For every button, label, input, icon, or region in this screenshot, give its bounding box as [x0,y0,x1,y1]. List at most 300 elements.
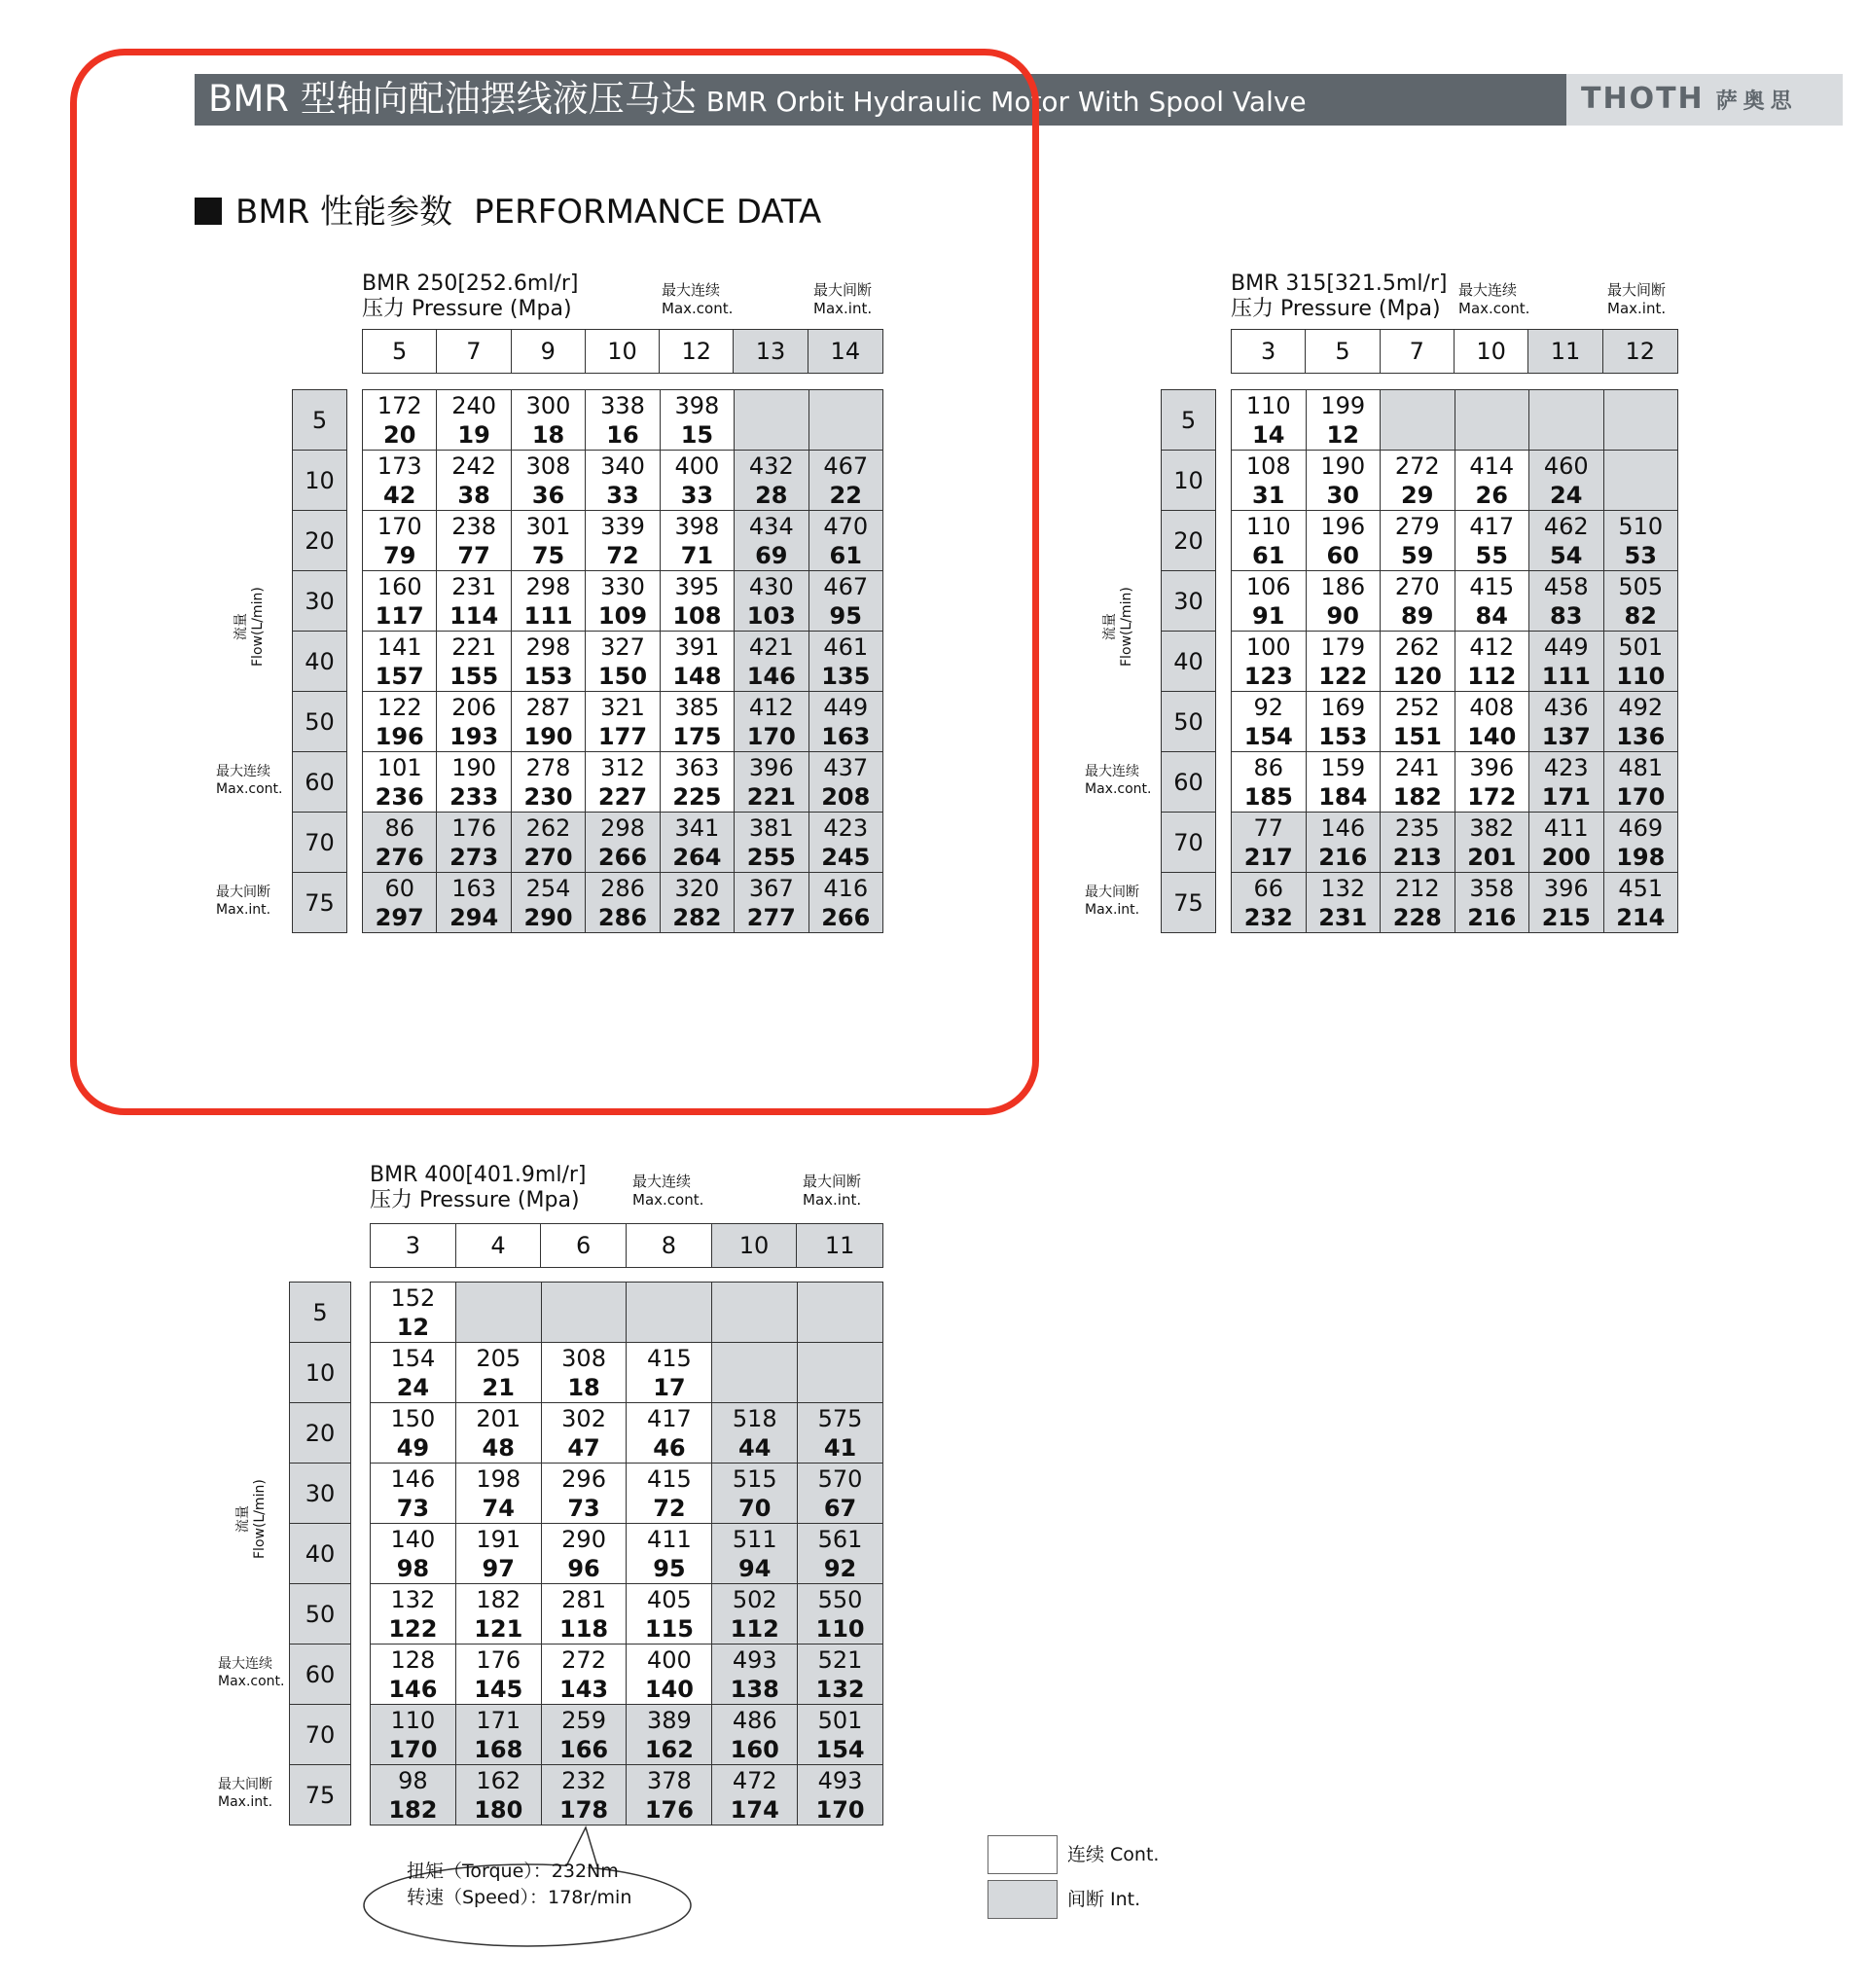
torque-value: 381 [748,813,794,842]
flow-cell: 60 [290,1645,350,1705]
speed-value: 216 [1318,843,1368,871]
max-int-label [1607,281,1666,318]
torque-value: 191 [476,1525,521,1553]
speed-value: 231 [1318,903,1368,931]
torque-value: 179 [1320,633,1366,661]
torque-value: 86 [1253,753,1284,781]
torque-value: 60 [384,874,414,902]
table-row [371,1705,883,1765]
speed-value: 168 [474,1735,523,1763]
table-cell [456,1524,542,1584]
torque-value: 252 [1394,693,1440,721]
torque-value: 430 [748,572,794,600]
speed-value: 72 [606,541,639,569]
speed-value: 53 [1624,541,1657,569]
flow-cell: 20 [290,1403,350,1464]
flow-cell: 70 [290,1705,350,1765]
torque-value: 414 [1469,452,1515,480]
speed-value: 123 [1243,662,1293,690]
table-cell [1307,813,1382,873]
torque-value: 385 [674,693,720,721]
table-cell [1381,813,1455,873]
speed-value: 14 [1252,420,1285,449]
pressure-header-cell: 13 [734,330,808,373]
table-row [371,1464,883,1524]
speed-value: 232 [1243,903,1293,931]
table-cell [1307,632,1382,692]
flow-column [1161,389,1216,933]
pressure-header-cell: 7 [437,330,511,373]
torque-value: 481 [1618,753,1664,781]
callout-speed: 转速（Speed）：178r/min [407,1887,632,1908]
torque-value: 330 [600,572,645,600]
torque-value: 298 [525,633,571,661]
speed-value: 230 [523,782,573,811]
table-cell [371,1584,456,1645]
legend-label-cont: 连续 Cont. [1067,1844,1160,1865]
speed-value: 174 [730,1795,779,1824]
table-cell [627,1464,712,1524]
speed-value: 59 [1401,541,1434,569]
torque-value: 396 [748,753,794,781]
table-row [1232,571,1678,632]
flow-cell: 30 [1162,571,1215,632]
torque-value: 486 [732,1706,777,1734]
table-cell [1529,813,1604,873]
table-cell [371,1645,456,1705]
table-cell [798,1343,883,1403]
torque-value: 570 [817,1464,863,1493]
torque-value: 199 [1320,391,1366,419]
speed-value: 108 [672,601,722,630]
pressure-header-row [1231,329,1678,374]
table-cell [371,1403,456,1464]
torque-value: 259 [561,1706,606,1734]
speed-value: 97 [482,1554,515,1582]
torque-value: 205 [476,1344,521,1372]
max-cont-en: Max.cont. [1458,300,1530,317]
torque-value: 196 [1320,512,1366,540]
speed-value: 77 [457,541,490,569]
torque-value: 421 [748,633,794,661]
section-title-cn: BMR 性能参数 [235,193,453,232]
side-max-int-cn: 最大间断 [1085,885,1139,900]
torque-value: 106 [1245,572,1291,600]
torque-value: 434 [748,512,794,540]
pressure-header-cell: 5 [1306,330,1380,373]
table-cell [1232,692,1307,752]
table-row [371,1765,883,1825]
speed-value: 18 [567,1373,600,1401]
torque-value: 232 [561,1766,606,1794]
table-cell [712,1645,798,1705]
table-cell [1604,451,1679,511]
speed-value: 184 [1318,782,1368,811]
table-cell [1307,451,1382,511]
flow-axis-en: Flow(L/min) [1119,586,1134,667]
speed-value: 18 [531,420,565,449]
table-cell [1232,390,1307,451]
torque-value: 449 [1543,633,1589,661]
torque-value: 140 [390,1525,436,1553]
speed-value: 90 [1326,601,1359,630]
table-row [1232,632,1678,692]
flow-cell: 50 [293,692,346,752]
torque-value: 415 [1469,572,1515,600]
torque-value: 231 [451,572,497,600]
speed-value: 154 [815,1735,865,1763]
flow-cell: 40 [293,632,346,692]
torque-value: 286 [600,874,645,902]
table-cell [627,1524,712,1584]
flow-cell: 70 [293,813,346,873]
torque-value: 461 [823,633,869,661]
table-cell [1381,390,1455,451]
flow-cell: 75 [293,873,346,933]
flow-axis-en: Flow(L/min) [250,586,266,667]
flow-cell: 10 [1162,451,1215,511]
speed-value: 294 [449,903,499,931]
flow-cell: 10 [290,1343,350,1403]
speed-value: 177 [597,722,648,750]
table-cell [456,1645,542,1705]
model-title [1231,271,1448,322]
table-cell [1604,752,1679,813]
torque-value: 493 [732,1645,777,1674]
brand-logo [1581,80,1798,122]
max-cont-cn: 最大连续 [632,1173,692,1190]
speed-value: 111 [523,601,573,630]
torque-value: 170 [377,512,422,540]
torque-value: 270 [1394,572,1440,600]
speed-value: 41 [823,1433,857,1462]
speed-value: 166 [559,1735,609,1763]
flow-cell: 30 [290,1464,350,1524]
torque-value: 405 [646,1585,692,1613]
table-cell [798,1584,883,1645]
speed-value: 26 [1475,481,1508,509]
torque-value: 416 [823,874,869,902]
torque-value: 458 [1543,572,1589,600]
side-max-int-en: Max.int. [216,902,271,918]
table-cell [456,1464,542,1524]
torque-value: 198 [476,1464,521,1493]
torque-value: 339 [600,512,645,540]
table-cell [1604,692,1679,752]
flow-cell: 40 [290,1524,350,1584]
speed-value: 44 [738,1433,772,1462]
torque-value: 327 [600,633,645,661]
speed-value: 31 [1252,481,1285,509]
table-cell [712,1343,798,1403]
legend-swatch-cont [988,1835,1058,1874]
torque-value: 302 [561,1404,606,1432]
table-cell [1381,451,1455,511]
table-cell [542,1645,628,1705]
speed-value: 115 [644,1614,694,1643]
torque-value: 186 [1320,572,1366,600]
torque-value: 110 [1245,512,1291,540]
speed-value: 111 [1541,662,1591,690]
speed-value: 138 [730,1675,779,1703]
speed-value: 30 [1326,481,1359,509]
data-grid [370,1282,883,1825]
table-cell [1604,632,1679,692]
torque-value: 575 [817,1404,863,1432]
table-cell [712,1584,798,1645]
speed-value: 33 [606,481,639,509]
torque-value: 493 [817,1766,863,1794]
speed-value: 214 [1616,903,1666,931]
table-cell [627,1403,712,1464]
speed-value: 137 [1541,722,1591,750]
speed-value: 121 [474,1614,523,1643]
table-row [1232,511,1678,571]
torque-value: 281 [561,1585,606,1613]
speed-value: 146 [746,662,796,690]
model-title [370,1163,587,1213]
torque-value: 169 [1320,693,1366,721]
pressure-header-cell: 5 [363,330,437,373]
speed-value: 227 [597,782,648,811]
speed-value: 28 [755,481,788,509]
speed-value: 297 [375,903,424,931]
speed-value: 54 [1550,541,1583,569]
torque-value: 518 [732,1404,777,1432]
torque-value: 395 [674,572,720,600]
pressure-header-cell: 12 [660,330,734,373]
torque-value: 396 [1469,753,1515,781]
torque-value: 521 [817,1645,863,1674]
speed-value: 98 [396,1554,430,1582]
speed-value: 12 [1326,420,1359,449]
table-cell [1529,451,1604,511]
max-int-label [803,1173,861,1210]
speed-value: 140 [1467,722,1517,750]
torque-value: 128 [390,1645,436,1674]
speed-value: 117 [375,601,424,630]
torque-value: 298 [525,572,571,600]
table-cell [798,1765,883,1825]
side-max-int-cn: 最大间断 [218,1777,272,1792]
speed-value: 155 [449,662,499,690]
torque-value: 417 [1469,512,1515,540]
speed-value: 196 [375,722,424,750]
table-cell [1529,632,1604,692]
speed-value: 114 [449,601,499,630]
torque-value: 146 [1320,813,1366,842]
speed-value: 170 [388,1735,438,1763]
speed-value: 42 [383,481,416,509]
speed-value: 245 [821,843,871,871]
speed-value: 145 [474,1675,523,1703]
speed-value: 172 [1467,782,1517,811]
table-cell [456,1283,542,1343]
side-max-cont-en: Max.cont. [1085,781,1152,797]
torque-value: 505 [1618,572,1664,600]
flow-cell: 60 [293,752,346,813]
table-cell [371,1524,456,1584]
torque-value: 502 [732,1585,777,1613]
table-cell [1307,692,1382,752]
torque-value: 358 [1469,874,1515,902]
speed-value: 215 [1541,903,1591,931]
speed-value: 24 [1550,481,1583,509]
torque-value: 412 [1469,633,1515,661]
torque-value: 321 [600,693,645,721]
torque-value: 132 [1320,874,1366,902]
table-cell [1455,390,1530,451]
table-cell [1232,571,1307,632]
speed-value: 277 [746,903,796,931]
table-row [1232,873,1678,933]
max-cont-cn: 最大连续 [1458,281,1518,299]
pressure-header-cell: 9 [512,330,586,373]
torque-value: 212 [1394,874,1440,902]
table-cell [627,1343,712,1403]
table-cell [456,1343,542,1403]
table-row [371,1343,883,1403]
torque-value: 382 [1469,813,1515,842]
flow-cell: 75 [290,1765,350,1825]
table-cell [712,1705,798,1765]
torque-value: 460 [1543,452,1589,480]
speed-value: 270 [523,843,573,871]
max-cont-label [1458,281,1529,318]
max-int-en: Max.int. [803,1191,862,1209]
max-int-en: Max.int. [1607,300,1667,317]
torque-value: 108 [1245,452,1291,480]
torque-value: 423 [1543,753,1589,781]
torque-value: 396 [1543,874,1589,902]
flow-cell: 70 [1162,813,1215,873]
model-name: BMR 400[401.9ml/r] [370,1163,587,1187]
torque-value: 176 [451,813,497,842]
torque-value: 510 [1618,512,1664,540]
speed-value: 154 [1243,722,1293,750]
flow-axis-text [235,1479,269,1559]
table-cell [371,1705,456,1765]
table-row [371,1283,883,1343]
torque-value: 341 [674,813,720,842]
table-cell [712,1283,798,1343]
torque-value: 400 [646,1645,692,1674]
speed-value: 120 [1392,662,1442,690]
data-grid [1231,389,1678,933]
table-cell [371,1283,456,1343]
flow-cell: 50 [290,1584,350,1645]
speed-value: 266 [821,903,871,931]
speed-value: 118 [559,1614,609,1643]
speed-value: 175 [672,722,722,750]
table-cell [1232,451,1307,511]
table-cell [1381,873,1455,933]
speed-value: 146 [388,1675,438,1703]
table-cell [798,1464,883,1524]
speed-value: 71 [680,541,714,569]
speed-value: 160 [730,1735,779,1763]
torque-value: 415 [646,1344,692,1372]
max-int-en: Max.int. [813,300,873,317]
pressure-header-cell: 7 [1381,330,1455,373]
table-cell [1529,873,1604,933]
table-cell [542,1524,628,1584]
flow-axis-text [1102,587,1135,667]
pressure-header-cell: 3 [1232,330,1306,373]
table-cell [1307,752,1382,813]
speed-value: 110 [815,1614,865,1643]
torque-value: 279 [1394,512,1440,540]
speed-value: 163 [821,722,871,750]
torque-value: 159 [1320,753,1366,781]
speed-value: 282 [672,903,722,931]
speed-value: 94 [738,1554,772,1582]
table-cell [542,1283,628,1343]
table-cell [1381,692,1455,752]
speed-value: 151 [1392,722,1442,750]
speed-value: 55 [1475,541,1508,569]
torque-value: 389 [646,1706,692,1734]
torque-value: 86 [384,813,414,842]
torque-value: 472 [732,1766,777,1794]
torque-value: 272 [561,1645,606,1674]
table-cell [1381,571,1455,632]
torque-value: 122 [377,693,422,721]
table-row [371,1524,883,1584]
torque-value: 272 [1394,452,1440,480]
speed-value: 60 [1326,541,1359,569]
side-max-cont-cn: 最大连续 [1085,764,1139,779]
torque-value: 254 [525,874,571,902]
speed-value: 135 [821,662,871,690]
speed-value: 286 [597,903,648,931]
side-max-cont-cn: 最大连续 [218,1656,272,1672]
speed-value: 15 [680,420,714,449]
torque-value: 515 [732,1464,777,1493]
speed-value: 182 [1392,782,1442,811]
table-cell [1455,571,1530,632]
torque-value: 367 [748,874,794,902]
torque-value: 408 [1469,693,1515,721]
pressure-header-cell: 4 [456,1224,542,1267]
pressure-label: 压力 Pressure (Mpa) [370,1188,580,1212]
speed-value: 79 [383,541,416,569]
speed-value: 193 [449,722,499,750]
flow-cell: 75 [1162,873,1215,933]
speed-value: 157 [375,662,424,690]
table-cell [542,1765,628,1825]
speed-value: 92 [823,1554,857,1582]
speed-value: 33 [680,481,714,509]
speed-value: 185 [1243,782,1293,811]
speed-value: 236 [375,782,424,811]
table-cell [1232,511,1307,571]
speed-value: 273 [449,843,499,871]
speed-value: 75 [531,541,565,569]
flow-cell: 60 [1162,752,1215,813]
speed-value: 162 [644,1735,694,1763]
torque-value: 467 [823,572,869,600]
torque-value: 561 [817,1525,863,1553]
torque-value: 66 [1253,874,1284,902]
pressure-header-cell: 11 [797,1224,882,1267]
torque-value: 470 [823,512,869,540]
speed-value: 198 [1616,843,1666,871]
torque-value: 290 [561,1525,606,1553]
table-row [1232,692,1678,752]
speed-value: 95 [829,601,862,630]
table-cell [1455,632,1530,692]
